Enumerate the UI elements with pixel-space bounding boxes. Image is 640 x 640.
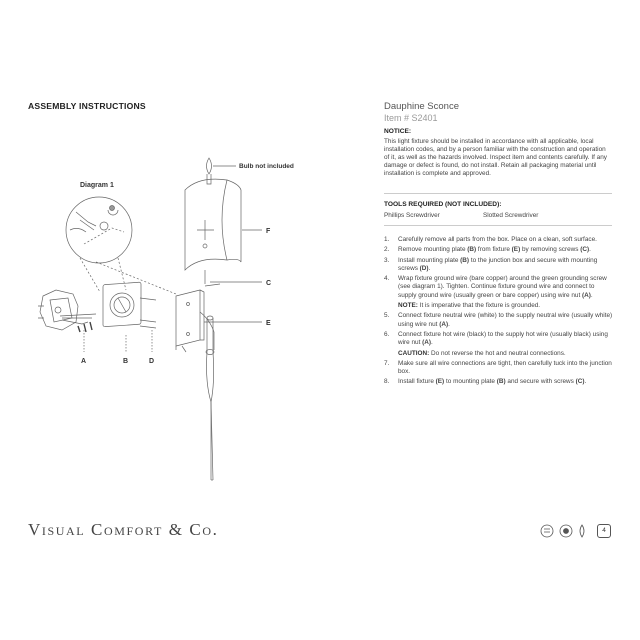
step-item (384, 360, 614, 377)
candle-bulb (207, 158, 212, 184)
part-label-c: C (266, 280, 272, 287)
step-item (384, 246, 614, 254)
dry-rated-icon (560, 525, 572, 537)
diagram-1-label: Diagram 1 (80, 182, 114, 189)
notice-heading: NOTICE: (384, 128, 412, 135)
item-number: Item # S2401 (384, 113, 438, 123)
step-number: 2. (384, 246, 390, 254)
divider (384, 225, 612, 226)
notice-text: This light fixture should be installed in accordance with all applicable, local installation codes, and by a person familiar with the construction and operation of it, as well as the hazards involved. Inspect item and contents carefully. If any damage or defect is found, do not install. Retain all packaging material until installation is complete and approved. (384, 138, 607, 178)
part-label-d: D (149, 358, 155, 365)
step-item (384, 257, 614, 274)
step-text: Install mounting plate (B) to the junction box and secure with mounting screws (D). (398, 256, 598, 272)
step-item (384, 331, 614, 348)
step-text: Carefully remove all parts from the box. Place on a clean, soft surface. (398, 236, 597, 243)
page-number: 4 (597, 524, 611, 538)
step-number: 4. (384, 275, 390, 283)
etl-listed-icon (541, 525, 553, 537)
divider (384, 193, 612, 194)
lamp-icon (580, 525, 584, 537)
part-label-f: F (266, 228, 271, 235)
step-text: Wrap fixture ground wire (bare copper) around the green grounding screw (see diagram 1). Tighten. Continue fixture ground wire and connect to supply ground wire (usually green or bare copper) using wire nut (A). (398, 275, 607, 299)
tool-phillips-screwdriver: Phillips Screwdriver (384, 212, 440, 219)
step-number: 7. (384, 359, 390, 367)
junction-box (38, 290, 78, 330)
instruction-steps (384, 236, 614, 389)
assembly-diagram (0, 0, 380, 500)
step-number: 6. (384, 330, 390, 338)
shade (185, 179, 241, 270)
mounting-plate (103, 282, 141, 327)
step-text: Make sure all wire connections are tight, then carefully tuck into the junction box. (398, 359, 612, 376)
part-label-a: A (81, 358, 87, 365)
fixture-stem (206, 316, 214, 480)
diagram-1-detail-circle (66, 197, 132, 263)
tools-heading: TOOLS REQUIRED (NOT INCLUDED): (384, 201, 502, 208)
step-note: NOTE: It is imperative that the fixture is grounded. (398, 302, 541, 310)
bulb-not-included-label: Bulb not included (239, 163, 294, 170)
step-item (384, 275, 614, 300)
step-text: Remove mounting plate (B) from fixture (E) by removing screws (C). (398, 246, 591, 254)
brand-logo: Visual Comfort & Co. (28, 520, 219, 539)
assembly-instructions-title: ASSEMBLY INSTRUCTIONS (28, 101, 146, 111)
step-number: 5. (384, 312, 390, 320)
tool-slotted-screwdriver: Slotted Screwdriver (483, 212, 539, 219)
step-text: Install fixture (E) to mounting plate (B) and secure with screws (C). (398, 378, 587, 386)
step-number: 3. (384, 256, 390, 264)
step-text: Connect fixture hot wire (black) to the supply hot wire (usually black) using wire nut (A). (398, 330, 608, 347)
backplate (176, 290, 204, 346)
product-name: Dauphine Sconce (384, 101, 459, 112)
step-number: 8. (384, 378, 390, 386)
step-note: CAUTION: Do not reverse the hot and neutral connections. (398, 349, 566, 357)
step-text: Connect fixture neutral wire (white) to the supply neutral wire (usually white) using wire nut (A). (398, 312, 613, 328)
step-item (384, 236, 614, 244)
part-label-b: B (123, 358, 129, 365)
part-label-e: E (266, 320, 271, 327)
step-item (384, 312, 614, 329)
step-item (384, 378, 614, 386)
step-number: 1. (384, 236, 390, 243)
